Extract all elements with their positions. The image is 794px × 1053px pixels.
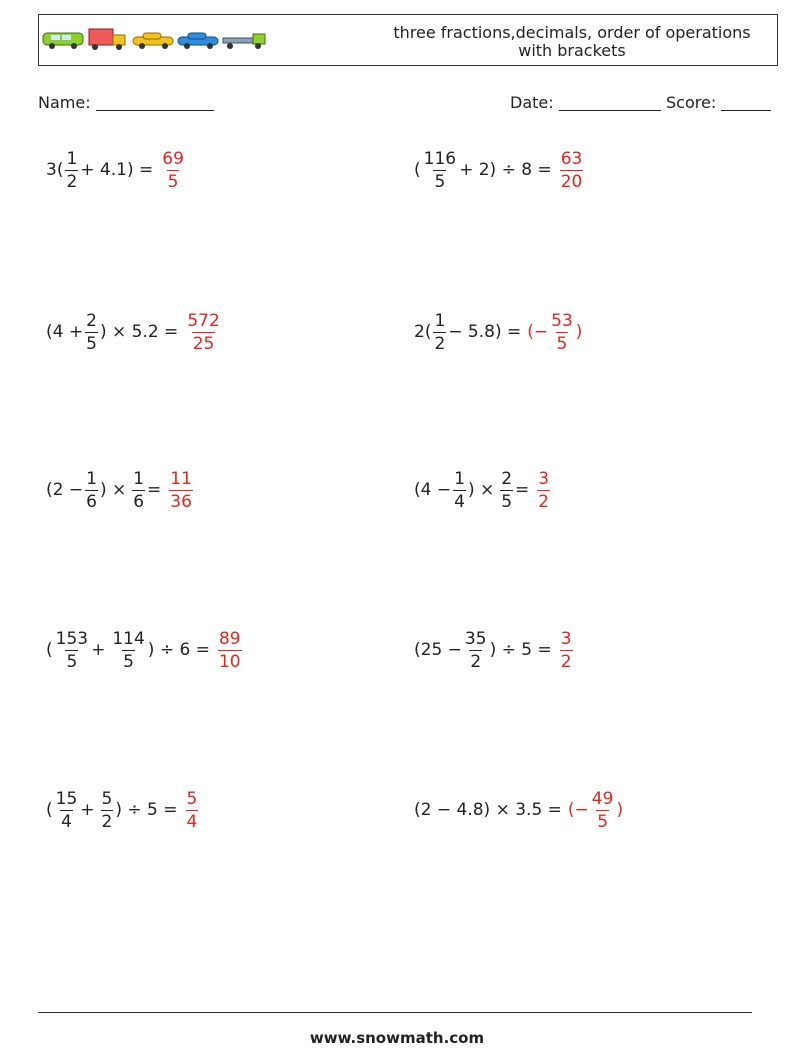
problem-text: + 4.1) = — [80, 160, 154, 180]
numerator: 114 — [112, 628, 145, 649]
answer-close: ) — [616, 800, 624, 820]
answer-numerator: 3 — [560, 628, 572, 649]
fraction — [453, 468, 466, 513]
answer-denominator: 5 — [167, 171, 179, 192]
problem-text: (2 − — [46, 480, 84, 500]
problem-text: ) × 5.2 = — [99, 322, 179, 342]
problem-1 — [46, 140, 187, 200]
problem-7 — [46, 620, 244, 680]
answer-denominator: 10 — [218, 651, 241, 672]
problem-text: (4 − — [414, 480, 452, 500]
problem-text: ) × — [99, 480, 127, 500]
denominator: 5 — [501, 491, 513, 512]
answer-numerator: 5 — [186, 788, 198, 809]
date-label: Date: — [510, 93, 554, 112]
fraction — [55, 788, 79, 833]
answer-denominator: 25 — [192, 333, 215, 354]
fraction — [423, 148, 457, 193]
problem-text: ( — [46, 640, 53, 660]
truck-icon — [89, 29, 125, 50]
answer-fraction — [186, 788, 199, 833]
answer-fraction — [537, 468, 550, 513]
numerator: 116 — [423, 148, 457, 169]
answer-denominator: 2 — [560, 651, 572, 672]
problem-text: + — [91, 640, 106, 660]
problem-10 — [414, 780, 623, 840]
problem-text: (4 + — [46, 322, 84, 342]
answer-denominator: 5 — [597, 811, 609, 832]
fraction — [464, 628, 488, 673]
problem-text: ) ÷ 6 = — [147, 640, 210, 660]
fraction — [111, 628, 145, 673]
denominator: 2 — [66, 171, 78, 192]
worksheet-header — [38, 14, 778, 66]
numerator: 2 — [501, 468, 513, 489]
denominator: 5 — [66, 651, 78, 672]
answer-numerator: 53 — [551, 310, 573, 331]
answer-denominator: 4 — [186, 811, 198, 832]
problem-4 — [414, 302, 582, 362]
fraction — [101, 788, 114, 833]
worksheet-title — [377, 24, 767, 60]
problem-text: − 5.8) = — [448, 322, 522, 342]
denominator: 5 — [86, 333, 97, 354]
problem-text: ) ÷ 5 = — [115, 800, 178, 820]
fraction — [132, 468, 145, 513]
numerator: 1 — [133, 468, 145, 489]
denominator: 4 — [454, 491, 465, 512]
denominator: 4 — [61, 811, 72, 832]
answer-open: (− — [527, 322, 549, 342]
name-field — [38, 93, 214, 112]
answer-numerator: 11 — [170, 468, 192, 489]
answer-close: ) — [575, 322, 583, 342]
fraction — [55, 628, 89, 673]
answer-numerator: 49 — [591, 788, 614, 809]
fraction — [65, 148, 78, 193]
denominator: 5 — [434, 171, 446, 192]
car-icon — [178, 33, 218, 49]
fraction — [433, 310, 446, 355]
answer-open: (− — [567, 800, 589, 820]
problem-text: (25 − — [414, 640, 462, 660]
date-blank[interactable] — [559, 110, 661, 111]
numerator: 15 — [55, 788, 78, 809]
numerator: 1 — [66, 148, 78, 169]
denominator: 2 — [101, 811, 113, 832]
problem-text: ( — [414, 160, 421, 180]
problem-8 — [414, 620, 575, 680]
answer-fraction — [591, 788, 615, 833]
answer-numerator: 3 — [538, 468, 550, 489]
problem-text: 3( — [46, 160, 64, 180]
answer-denominator: 20 — [560, 171, 583, 192]
problem-text: ) × — [467, 480, 495, 500]
denominator: 6 — [133, 491, 145, 512]
numerator: 1 — [454, 468, 465, 489]
answer-fraction — [169, 468, 193, 513]
problem-text: + — [80, 800, 95, 820]
denominator: 5 — [123, 651, 134, 672]
problem-text: = — [515, 480, 530, 500]
score-field — [666, 93, 771, 112]
vehicle-icons-strip — [41, 27, 271, 53]
problem-2 — [414, 140, 585, 200]
minivan-icon — [43, 33, 83, 49]
answer-fraction — [161, 148, 185, 193]
problem-text: ) ÷ 5 = — [489, 640, 552, 660]
answer-denominator: 5 — [556, 333, 568, 354]
answer-numerator: 89 — [218, 628, 241, 649]
answer-numerator: 572 — [187, 310, 220, 331]
footer-divider — [38, 1012, 752, 1013]
problem-9 — [46, 780, 200, 840]
numerator: 5 — [101, 788, 113, 809]
name-blank[interactable] — [96, 110, 214, 111]
title-line-1: three fractions,decimals, order of operations — [393, 23, 751, 42]
answer-denominator: 2 — [538, 491, 550, 512]
answer-fraction — [560, 628, 573, 673]
problem-6 — [414, 460, 552, 520]
fraction — [500, 468, 513, 513]
numerator: 1 — [86, 468, 97, 489]
denominator: 2 — [434, 333, 446, 354]
problem-5 — [46, 460, 195, 520]
flatbed-truck-icon — [223, 34, 265, 49]
problem-text: ( — [46, 800, 53, 820]
problem-text: 2( — [414, 322, 432, 342]
answer-fraction — [560, 148, 584, 193]
problem-text: + 2) ÷ 8 = — [459, 160, 552, 180]
title-line-2: with brackets — [518, 41, 626, 60]
vehicles-illustration — [41, 27, 271, 53]
denominator: 2 — [470, 651, 482, 672]
numerator: 2 — [86, 310, 97, 331]
numerator: 153 — [55, 628, 89, 649]
answer-fraction — [550, 310, 574, 355]
score-blank[interactable] — [721, 110, 771, 111]
answer-fraction — [186, 310, 220, 355]
answer-numerator: 69 — [162, 148, 184, 169]
taxi-icon — [133, 33, 173, 49]
problem-3 — [46, 302, 223, 362]
fraction — [85, 468, 98, 513]
date-field — [510, 93, 661, 112]
answer-fraction — [218, 628, 242, 673]
answer-denominator: 36 — [170, 491, 192, 512]
answer-numerator: 63 — [560, 148, 583, 169]
fraction — [85, 310, 98, 355]
footer-site: www.snowmath.com — [309, 1029, 485, 1047]
problem-text: (2 − 4.8) × 3.5 = — [414, 800, 562, 820]
numerator: 35 — [464, 628, 487, 649]
numerator: 1 — [434, 310, 446, 331]
score-label: Score: — [666, 93, 717, 112]
name-label: Name: — [38, 93, 91, 112]
problem-text: = — [147, 480, 162, 500]
denominator: 6 — [86, 491, 97, 512]
